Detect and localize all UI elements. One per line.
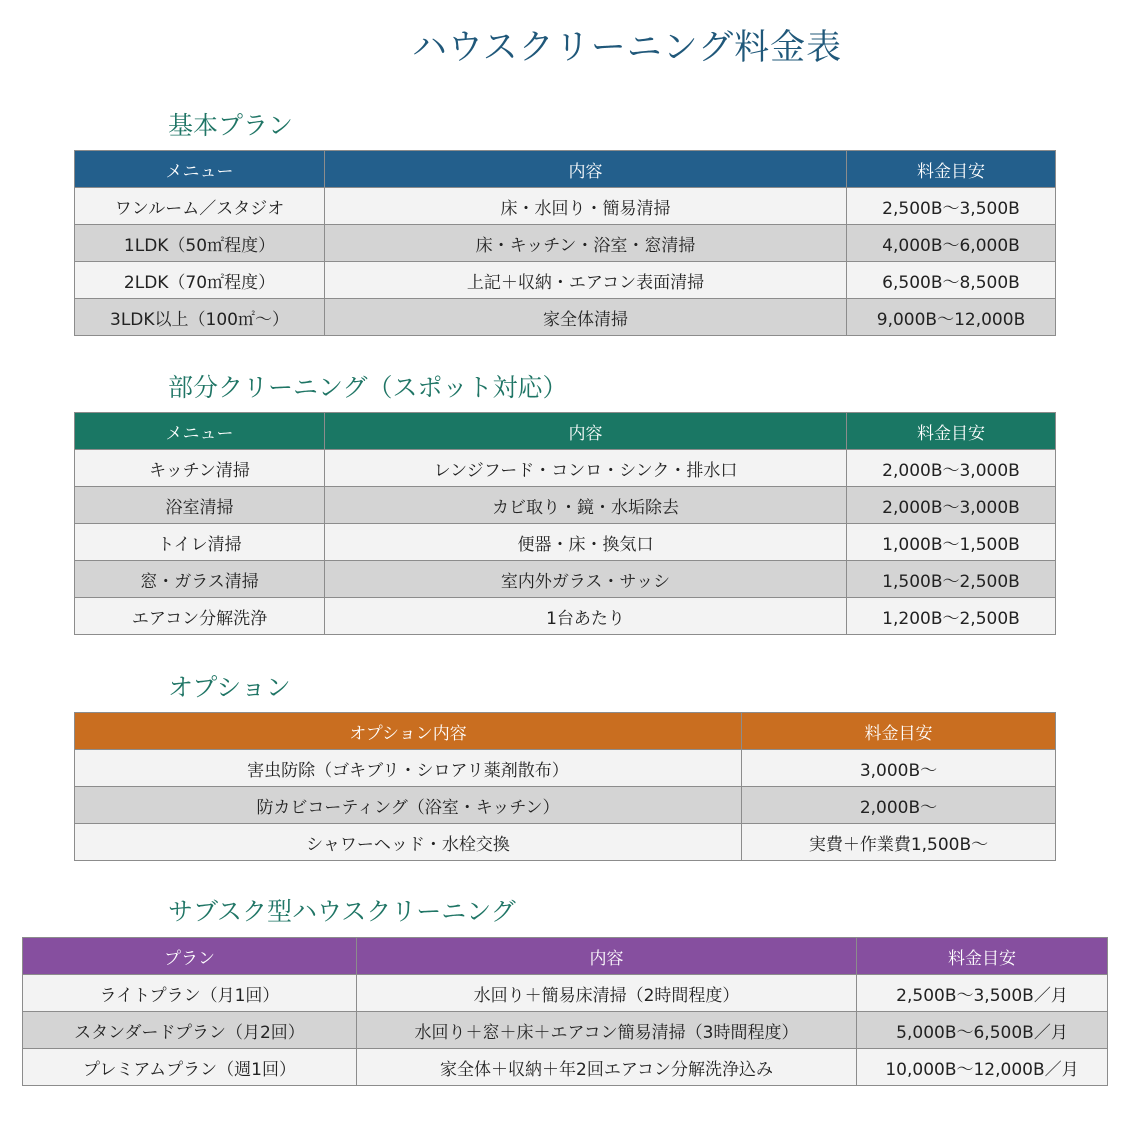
subscription-table [22, 937, 1108, 1086]
cell-price: 5,000B〜6,500B／月 [857, 1012, 1108, 1049]
table-row [75, 262, 1056, 299]
section-title-option: オプション [168, 673, 291, 702]
table-row [23, 975, 1108, 1012]
table-row [23, 1049, 1108, 1086]
table-row [75, 824, 1056, 861]
cell-menu: ワンルーム／スタジオ [75, 188, 325, 225]
table-row [75, 450, 1056, 487]
table-header-row [75, 151, 1056, 188]
cell-menu: 浴室清掃 [75, 487, 325, 524]
cell-price: 9,000B〜12,000B [847, 299, 1056, 336]
cell-price: 2,000B〜3,000B [847, 487, 1056, 524]
column-header-price: 料金目安 [857, 938, 1108, 975]
table-row [75, 561, 1056, 598]
cell-content: レンジフード・コンロ・シンク・排水口 [325, 450, 847, 487]
cell-content: 床・キッチン・浴室・窓清掃 [325, 225, 847, 262]
cell-menu: エアコン分解洗浄 [75, 598, 325, 635]
cell-menu: 2LDK（70㎡程度） [75, 262, 325, 299]
table-row [23, 1012, 1108, 1049]
section-title-basic: 基本プラン [168, 111, 294, 140]
cell-content: 水回り＋窓＋床＋エアコン簡易清掃（3時間程度） [357, 1012, 857, 1049]
table-row [75, 750, 1056, 787]
basic-plan-table [74, 150, 1056, 336]
column-header-plan: プラン [23, 938, 357, 975]
cell-plan: ライトプラン（月1回） [23, 975, 357, 1012]
cell-content: 水回り＋簡易床清掃（2時間程度） [357, 975, 857, 1012]
cell-plan: プレミアムプラン（週1回） [23, 1049, 357, 1086]
table-row [75, 299, 1056, 336]
cell-price: 2,500B〜3,500B [847, 188, 1056, 225]
cell-content: 家全体清掃 [325, 299, 847, 336]
section-title-subscription: サブスク型ハウスクリーニング [168, 897, 516, 926]
column-header-price: 料金目安 [742, 713, 1056, 750]
cell-content: カビ取り・鏡・水垢除去 [325, 487, 847, 524]
cell-price: 実費＋作業費1,500B〜 [742, 824, 1056, 861]
cell-price: 3,000B〜 [742, 750, 1056, 787]
cell-content: 床・水回り・簡易清掃 [325, 188, 847, 225]
cell-plan: スタンダードプラン（月2回） [23, 1012, 357, 1049]
section-title-spot: 部分クリーニング（スポット対応） [168, 373, 568, 402]
cell-menu: 窓・ガラス清掃 [75, 561, 325, 598]
cell-content: 家全体＋収納＋年2回エアコン分解洗浄込み [357, 1049, 857, 1086]
table-row [75, 598, 1056, 635]
cell-menu: 3LDK以上（100㎡〜） [75, 299, 325, 336]
cell-price: 2,000B〜 [742, 787, 1056, 824]
column-header-menu: メニュー [75, 151, 325, 188]
cell-content: 便器・床・換気口 [325, 524, 847, 561]
table-row [75, 225, 1056, 262]
column-header-price: 料金目安 [847, 413, 1056, 450]
cell-price: 10,000B〜12,000B／月 [857, 1049, 1108, 1086]
cell-price: 6,500B〜8,500B [847, 262, 1056, 299]
cell-content: 上記＋収納・エアコン表面清掃 [325, 262, 847, 299]
table-row [75, 787, 1056, 824]
column-header-content: 内容 [325, 413, 847, 450]
cell-price: 1,000B〜1,500B [847, 524, 1056, 561]
table-header-row [23, 938, 1108, 975]
table-header-row [75, 713, 1056, 750]
cell-content: 1台あたり [325, 598, 847, 635]
table-row [75, 188, 1056, 225]
column-header-content: 内容 [325, 151, 847, 188]
spot-cleaning-table [74, 412, 1056, 635]
cell-menu: トイレ清掃 [75, 524, 325, 561]
table-header-row [75, 413, 1056, 450]
cell-option: 防カビコーティング（浴室・キッチン） [75, 787, 742, 824]
cell-menu: 1LDK（50㎡程度） [75, 225, 325, 262]
cell-price: 2,500B〜3,500B／月 [857, 975, 1108, 1012]
cell-content: 室内外ガラス・サッシ [325, 561, 847, 598]
cell-price: 1,500B〜2,500B [847, 561, 1056, 598]
column-header-content: 内容 [357, 938, 857, 975]
cell-option: シャワーヘッド・水栓交換 [75, 824, 742, 861]
cell-price: 4,000B〜6,000B [847, 225, 1056, 262]
cell-price: 2,000B〜3,000B [847, 450, 1056, 487]
cell-menu: キッチン清掃 [75, 450, 325, 487]
column-header-menu: メニュー [75, 413, 325, 450]
column-header-option-content: オプション内容 [75, 713, 742, 750]
cell-price: 1,200B〜2,500B [847, 598, 1056, 635]
table-row [75, 487, 1056, 524]
column-header-price: 料金目安 [847, 151, 1056, 188]
table-row [75, 524, 1056, 561]
option-table [74, 712, 1056, 861]
cell-option: 害虫防除（ゴキブリ・シロアリ薬剤散布） [75, 750, 742, 787]
page-title: ハウスクリーニング料金表 [411, 28, 843, 68]
